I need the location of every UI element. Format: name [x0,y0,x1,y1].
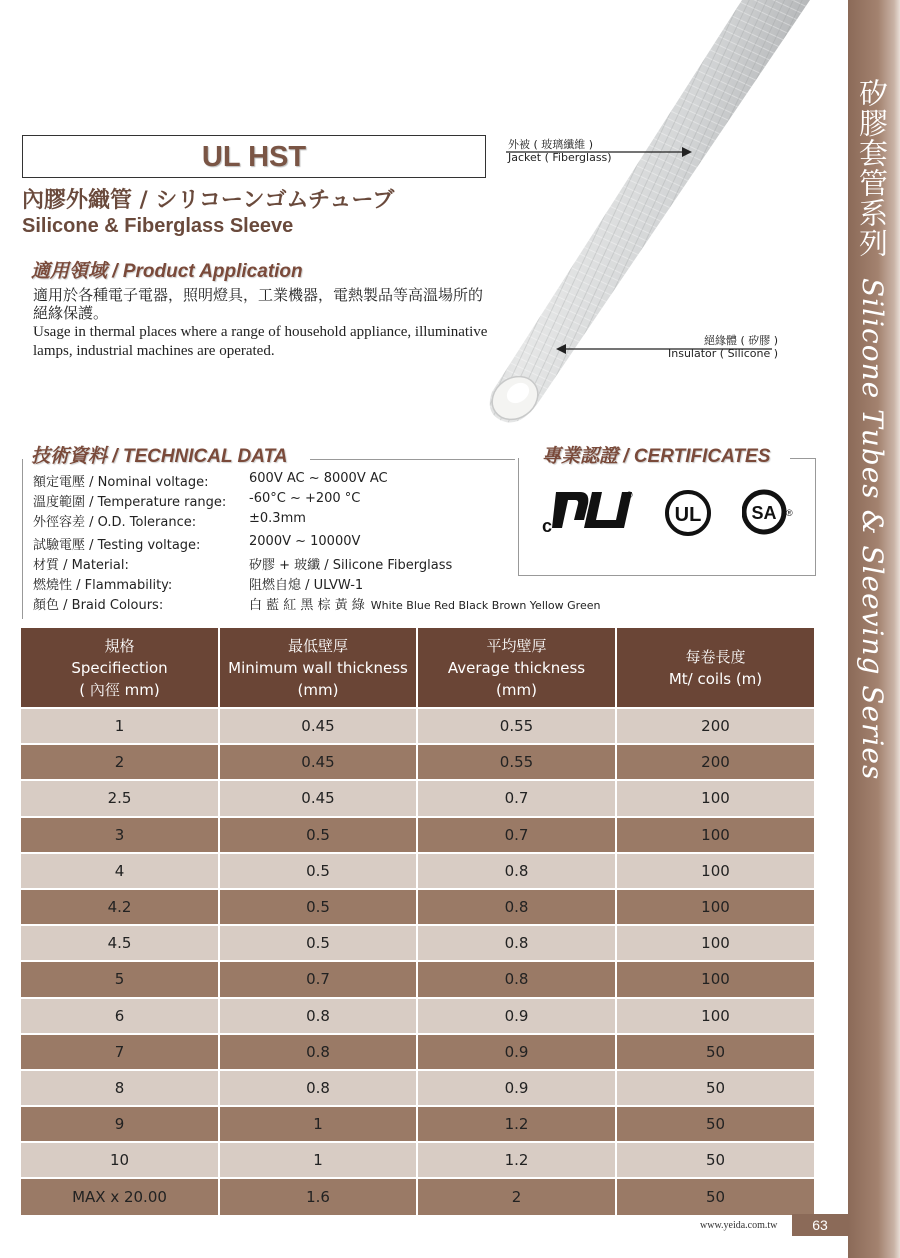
table-cell: 0.5 [219,925,417,961]
spec-value [249,594,600,613]
specification-table [21,628,814,1215]
table-cell: 0.5 [219,817,417,853]
technical-frame-top [310,459,515,460]
spec-label: 顏色 / Braid Colours: [33,598,164,613]
header-cn: 每卷長度 [685,647,746,666]
svg-text:®: ® [786,508,793,518]
table-cell: 0.8 [219,998,417,1034]
table-cell: 0.8 [219,1034,417,1070]
certificates-frame-top [790,458,816,459]
table-cell: 0.8 [417,853,616,889]
table-row [21,1070,814,1106]
table-cell: 4.2 [21,889,219,925]
table-cell: 5 [21,961,219,997]
table-cell: 50 [616,1178,814,1214]
table-row [21,780,814,816]
table-cell: 2 [21,744,219,780]
header-unit: ( 內徑 mm) [79,680,160,699]
page-number: 63 [792,1214,848,1236]
table-cell: 200 [616,744,814,780]
product-subtitle-en: Silicone & Fiberglass Sleeve [22,215,294,237]
table-cell: 0.45 [219,780,417,816]
table-row [21,961,814,997]
table-cell: 50 [616,1034,814,1070]
website-url: www.yeida.com.tw [700,1220,778,1231]
spec-value: -60°C ~ +200 °C [249,491,361,506]
table-cell: 9 [21,1106,219,1142]
table-cell: 6 [21,998,219,1034]
series-vertical-title [852,78,892,781]
braid-colours-en: White Blue Red Black Brown Yellow Green [370,599,601,612]
application-heading: 適用領域 / Product Application [31,261,303,282]
application-text-cn: 適用於各種電子電器，照明燈具，工業機器，電熱製品等高溫場所的絕緣保護。 [33,286,484,322]
table-cell: 0.9 [417,1034,616,1070]
table-row [21,1142,814,1178]
table-cell: 100 [616,780,814,816]
table-cell: 0.7 [417,817,616,853]
table-cell: 0.45 [219,708,417,744]
header-en: Minimum wall thickness [228,658,408,677]
svg-text:SA: SA [751,503,777,523]
table-cell: 2 [417,1178,616,1214]
spec-label: 溫度範圍 / Temperature range: [33,495,227,510]
table-cell: 0.5 [219,889,417,925]
header-avg-thickness [417,628,616,708]
jacket-label-cn: 外被 ( 玻璃纖維 ) [508,138,594,151]
table-cell: 100 [616,998,814,1034]
csa-logo [742,488,794,536]
header-cn: 最低壁厚 [287,636,348,655]
table-cell: 0.55 [417,744,616,780]
table-cell: 0.8 [219,1070,417,1106]
table-cell: 0.8 [417,889,616,925]
svg-text:c: c [542,516,553,536]
header-en: Average thickness [447,658,586,677]
series-title-en: Silicone Tubes & Sleeving Series [856,278,889,781]
table-cell: 4.5 [21,925,219,961]
table-cell: 0.5 [219,853,417,889]
sleeve-illustration [480,0,820,440]
table-cell: 7 [21,1034,219,1070]
cru-ul-recognized-logo [540,486,640,536]
table-cell: MAX x 20.00 [21,1178,219,1214]
table-row [21,853,814,889]
table-row [21,1178,814,1214]
table-cell: 1.2 [417,1142,616,1178]
insulator-label-cn: 絕緣體 ( 矽膠 ) [703,334,779,347]
table-row [21,744,814,780]
spec-value: 600V AC ~ 8000V AC [249,471,388,486]
table-cell: 0.8 [417,961,616,997]
table-cell: 3 [21,817,219,853]
spec-label: 額定電壓 / Nominal voltage: [33,475,209,490]
header-en: Specifiection [71,658,168,677]
table-cell: 0.55 [417,708,616,744]
jacket-arrow [506,146,692,158]
technical-heading: 技術資料 / TECHNICAL DATA [31,446,288,467]
table-cell: 10 [21,1142,219,1178]
spec-value: 2000V ~ 10000V [249,534,361,549]
spec-label: 材質 / Material: [33,558,129,573]
table-cell: 0.7 [219,961,417,997]
table-cell: 1 [219,1106,417,1142]
product-subtitle-cn: 內膠外織管 / シリコーンゴムチューブ [22,188,395,213]
spec-label: 外徑容差 / O.D. Tolerance: [33,515,197,530]
header-cn: 規格 [104,636,135,655]
table-row [21,1106,814,1142]
insulator-label-en: Insulator ( Silicone ) [668,347,779,360]
table-cell: 2.5 [21,780,219,816]
table-cell: 100 [616,853,814,889]
spec-label: 燃燒性 / Flammability: [33,578,173,593]
table-row [21,889,814,925]
spec-label: 試驗電壓 / Testing voltage: [33,538,201,553]
table-cell: 50 [616,1106,814,1142]
braid-colours-cn: 白 藍 紅 黑 棕 黃 綠 [249,598,365,613]
header-cn: 平均壁厚 [486,636,547,655]
application-text-en: Usage in thermal places where a range of household appliance, illuminative lamps, industrial machines are operated. [33,324,488,359]
spec-value: ±0.3mm [249,511,306,526]
table-cell: 200 [616,708,814,744]
svg-text:UL: UL [674,504,702,526]
series-title-cn: 矽膠套管系列 [855,78,889,258]
table-row [21,1034,814,1070]
technical-frame-left [22,459,23,619]
table-row [21,708,814,744]
table-cell: 0.9 [417,1070,616,1106]
table-cell: 0.45 [219,744,417,780]
ul-listed-logo [664,489,712,537]
table-cell: 50 [616,1070,814,1106]
svg-text:®: ® [626,490,633,500]
table-cell: 4 [21,853,219,889]
header-specification [21,628,219,708]
table-body [21,708,814,1215]
spec-value: 阻燃自熄 / ULVW-1 [249,578,364,593]
table-cell: 100 [616,817,814,853]
header-en: Mt/ coils (m) [668,669,763,688]
header-min-wall [219,628,417,708]
table-cell: 100 [616,889,814,925]
certificates-heading: 專業認證 / CERTIFICATES [542,446,771,467]
table-row [21,998,814,1034]
table-row [21,817,814,853]
table-row [21,925,814,961]
insulator-arrow [556,343,772,355]
table-cell: 0.9 [417,998,616,1034]
table-cell: 100 [616,925,814,961]
jacket-label-en: Jacket ( Fiberglass) [508,151,612,164]
header-coil-length [616,628,814,708]
table-cell: 0.7 [417,780,616,816]
spec-value: 矽膠 + 玻纖 / Silicone Fiberglass [249,558,453,573]
header-unit: (mm) [496,680,537,699]
table-cell: 1 [219,1142,417,1178]
table-cell: 100 [616,961,814,997]
table-header-row [21,628,814,708]
table-cell: 1.6 [219,1178,417,1214]
table-cell: 1 [21,708,219,744]
product-title: UL HST [22,135,486,178]
table-cell: 50 [616,1142,814,1178]
table-cell: 1.2 [417,1106,616,1142]
header-unit: (mm) [297,680,339,699]
table-cell: 0.8 [417,925,616,961]
table-cell: 8 [21,1070,219,1106]
